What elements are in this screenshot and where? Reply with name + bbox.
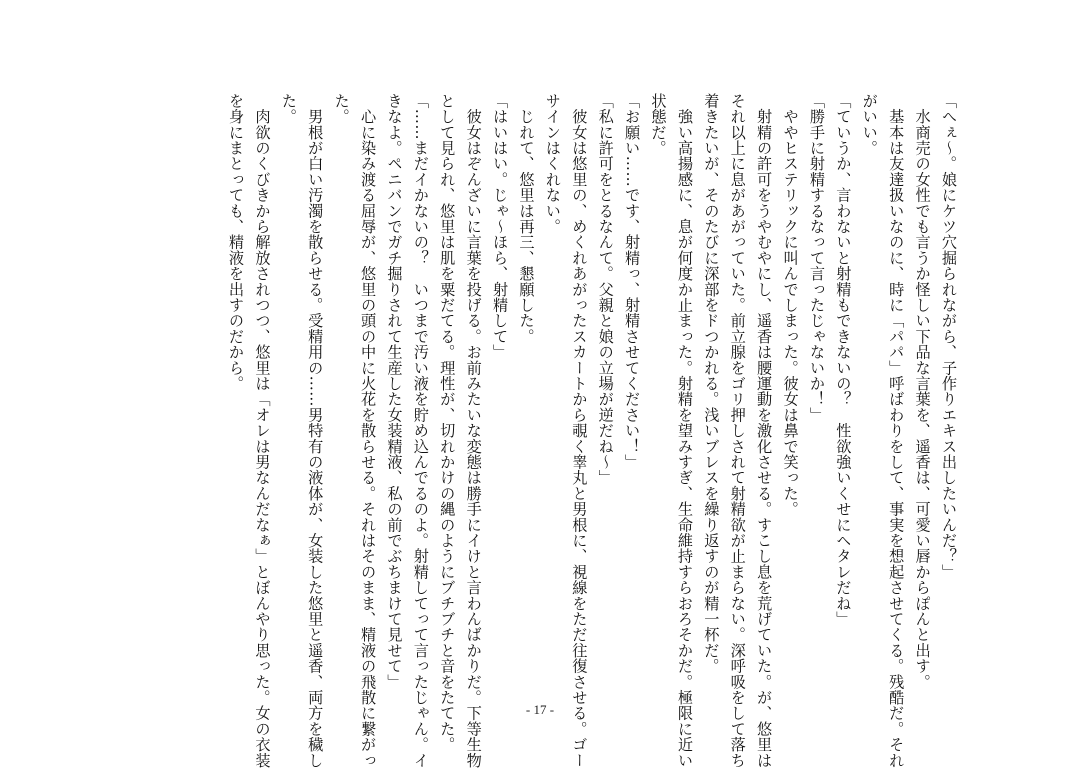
text-line: 心に染み渡る屈辱が、悠里の頭の中に火花を散らせる。それはそのまま、精液の飛散に繋がっ — [359, 93, 378, 768]
text-line: 男根が白い汚濁を散らせる。受精用の……男特有の液体が、女装した悠里と遥香、両方を穢し — [306, 93, 325, 768]
text-line: それ以上に息があがっていた。前立腺をゴリ押しされて射精欲が止まらない。深呼吸をして落ち — [728, 93, 747, 768]
text-line: た。 — [332, 93, 351, 125]
text-line: として見られ、悠里は肌を粟だてる。理性が、切れかけの縄のようにブチブチと音をたてた。 — [438, 93, 457, 753]
text-line: 「へぇ〜。娘にケツ穴掘られながら、子作りエキス出したいんだ？」 — [940, 93, 958, 580]
text-line: 射精の許可をうやむやにし、遥香は腰運動を激化させる。すこし息を荒げていた。が、悠里は — [755, 93, 774, 768]
page-number: - 17 - — [525, 702, 555, 717]
text-line: を身にまとっても、精液を出すのだから。 — [227, 93, 246, 392]
text-line: じれて、悠里は再三、懇願した。 — [517, 93, 536, 345]
text-line: 「ていうか、言わないと射精もできないの？ 性欲強いくせにヘタレだね」 — [834, 93, 853, 627]
text-line: ややヒステリックに叫んでしまった。彼女は鼻で笑った。 — [781, 93, 800, 517]
text-line: 「私に許可をとるなんて。父親と娘の立場が逆だね〜」 — [596, 93, 615, 486]
text-line: 強い高揚感に、息が何度か止まった。射精を望みすぎ、生命維持すらおろそかだ。極限に近い — [675, 93, 694, 768]
text-line: 彼女は悠里の、めくれあがったスカートから覗く睾丸と男根に、視線をただ往復させる。ゴー — [570, 93, 589, 768]
text-line: 「……まだイかないの？ いつまで汚い液を貯め込んでるのよ。射精してって言ったじゃん。イ — [411, 93, 430, 768]
text-line: 「お願い……です、射精っ、射精させてください！」 — [623, 93, 642, 470]
text-line: た。 — [279, 93, 298, 125]
text-line: 「勝手に射精するなって言ったじゃないか！」 — [807, 93, 826, 423]
text-line: 着きたいが、そのたびに深部をドつかれる。浅いブレスを繰り返すのが精一杯だ。 — [702, 93, 721, 674]
text-line: 水商売の女性でも言うか怪しい下品な言葉を、遥香は、可愛い唇からぽんと出す。 — [913, 93, 932, 690]
text-line: 「はいはい。じゃ〜ほら、射精して」 — [491, 93, 510, 360]
text-line: がいい。 — [860, 93, 879, 156]
text-line: 基本は友達扱いなのに、時に「パパ」呼ばわりをして、事実を想起させてくる。残酷だ。それ — [887, 93, 906, 768]
text-line: 状態だ。 — [649, 93, 668, 156]
text-line: 肉欲のくびきから解放されつつ、悠里は「オレは男なんだなぁ」とぼんやり思った。女の衣装 — [253, 93, 272, 768]
text-line: きなよ。ペニバンでガチ掘りされて生産した女装精液、私の前でぶちまけて見せて」 — [385, 93, 404, 690]
text-line: 彼女はぞんざいに言葉を投げる。お前みたいな変態は勝手にイけと言わんばかりだ。下等生物 — [464, 93, 483, 768]
text-line: サインはくれない。 — [543, 93, 562, 235]
